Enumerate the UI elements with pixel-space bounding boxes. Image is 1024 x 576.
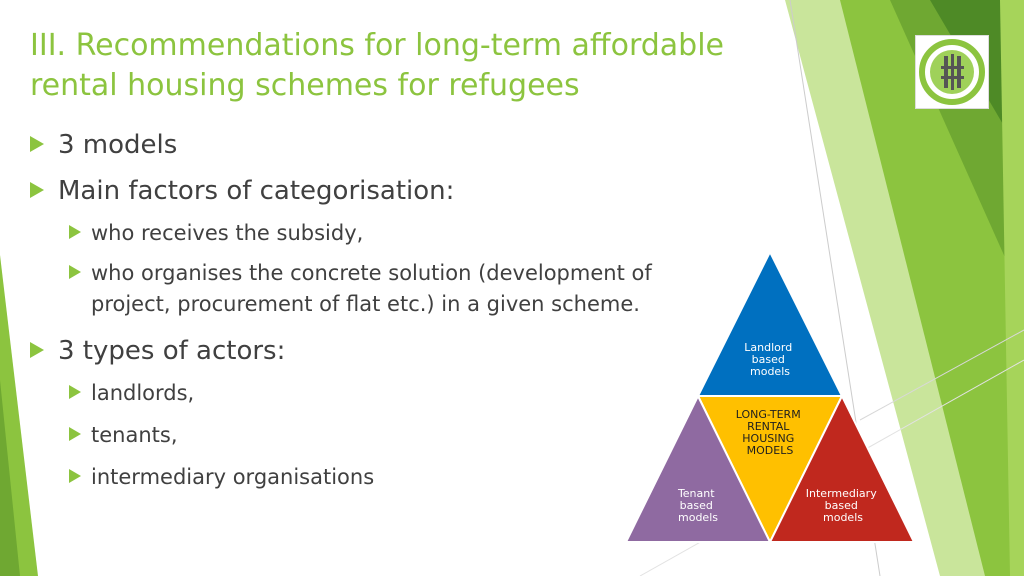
pyramid-center-line-2: RENTAL bbox=[747, 420, 790, 433]
bullet-text: 3 types of actors: bbox=[58, 336, 286, 366]
bullet-text: who receives the subsidy, bbox=[91, 221, 364, 245]
pyramid-left-line-1: Tenant bbox=[677, 487, 715, 500]
page-title-line-1: III. Recommendations for long-term affordable bbox=[30, 28, 725, 63]
bullet-text: intermediary organisations bbox=[91, 465, 375, 489]
pyramid-top-label bbox=[744, 341, 795, 378]
pyramid-top-line-1: Landlord bbox=[744, 341, 793, 354]
bullet-text: landlords, bbox=[91, 381, 195, 405]
pyramid-left-line-3: models bbox=[678, 511, 718, 524]
pyramid-right-line-2: based bbox=[824, 499, 858, 512]
pyramid-left-label bbox=[677, 487, 718, 524]
pyramid-top-line-2: based bbox=[751, 353, 785, 366]
pyramid-top-line-3: models bbox=[750, 365, 790, 378]
bullet-text: Main factors of categorisation: bbox=[58, 176, 455, 206]
pyramid-right-line-3: models bbox=[823, 511, 863, 524]
pyramid-left-line-2: based bbox=[679, 499, 713, 512]
bullet-text: project, procurement of flat etc.) in a given scheme. bbox=[91, 292, 640, 316]
pyramid-center-line-4: MODELS bbox=[746, 444, 794, 457]
pyramid-center-line-1: LONG-TERM bbox=[735, 408, 801, 421]
pyramid-center-line-3: HOUSING bbox=[742, 432, 795, 445]
bullet-text: tenants, bbox=[91, 423, 178, 447]
bullet-text: 3 models bbox=[58, 130, 178, 160]
page-title-line-2: rental housing schemes for refugees bbox=[30, 68, 580, 103]
bullet-text: who organises the concrete solution (development of bbox=[91, 261, 652, 285]
pyramid-right-line-1: Intermediary bbox=[805, 487, 877, 500]
